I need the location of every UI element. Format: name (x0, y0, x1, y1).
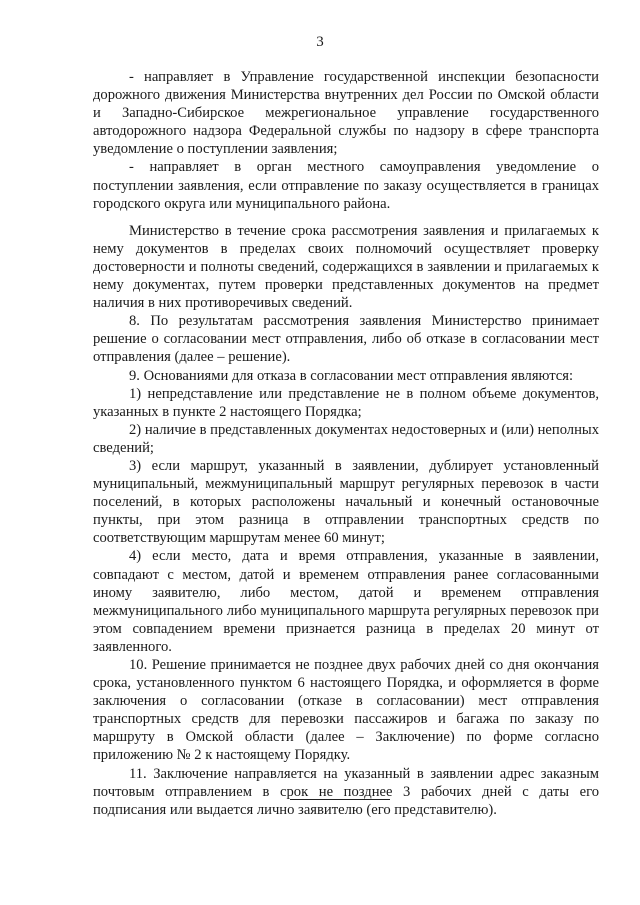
paragraph-item-10: 10. Решение принимается не позднее двух рабочих дней со дня окончания срока, установленного пунктом 6 настоящего Порядка, и оформляется в форме заключения о согласовании (отказе в согласовании) мест отправления транспортных средств для перевозки пассажиров и багажа по заказу по маршруту в Омской области (далее – Заключение) по форме согласно приложению № 2 к настоящему Порядку. (93, 657, 599, 764)
paragraph-item-11: 11. Заключение направляется на указанный в заявлении адрес заказным почтовым отправлением в срок не позднее 3 рабочих дней с даты его подписания или выдается лично заявителю (его представителю). (93, 765, 599, 818)
paragraph-item-8: 8. По результатам рассмотрения заявления Министерство принимает решение о согласовании мест отправления, либо об отказе в согласовании мест отправления (далее – решение). (93, 313, 599, 366)
document-body (93, 68, 599, 819)
paragraph-notify-local-government: - направляет в орган местного самоуправления уведомление о поступлении заявления, если отправление по заказу осуществляется в границах городского округа или муниципального района. (93, 159, 599, 212)
paragraph-item-9-3: 3) если маршрут, указанный в заявлении, дублирует установленный муниципальный, межмуниципальный маршрут регулярных перевозок в части поселений, в которых расположены начальный и конечный остановочные пункты, при этом разница в отправлении транспортных средств по соответствующим маршрутам менее 60 минут; (93, 457, 599, 547)
paragraph-item-9: 9. Основаниями для отказа в согласовании мест отправления являются: (129, 367, 574, 384)
page-number: 3 (316, 34, 324, 50)
paragraph-item-9-1: 1) непредставление или представление не в полном объеме документов, указанных в пункте 2 настоящего Порядка; (93, 385, 599, 420)
paragraph-item-9-2: 2) наличие в представленных документах недостоверных и (или) неполных сведений; (93, 421, 599, 456)
paragraph-ministry-verification: Министерство в течение срока рассмотрения заявления и прилагаемых к нему документов в пределах своих полномочий осуществляет проверку достоверности и полноты сведений, содержащихся в заявлении и прилагаемых к нему документах, путем проверки представленных документов на предмет наличия в них противоречивых сведений. (93, 222, 599, 312)
closing-separator-line (290, 799, 390, 800)
paragraph-notify-gibdd: - направляет в Управление государственной инспекции безопасности дорожного движения Министерства внутренних дел России по Омской области и Западно-Сибирское межрегиональное управление государственного автодорожного надзора Федеральной службы по надзору в сфере транспорта уведомление о поступлении заявления; (93, 69, 599, 158)
paragraph-item-9-4: 4) если место, дата и время отправления, указанные в заявлении, совпадают с местом, датой и временем отправления ранее согласованными иному заявителю, либо местом, датой и временем отправления межмуниципального либо муниципального маршрута регулярных перевозок при этом совпадением времени признается разница в пределах 20 минут от заявленного. (93, 548, 599, 655)
